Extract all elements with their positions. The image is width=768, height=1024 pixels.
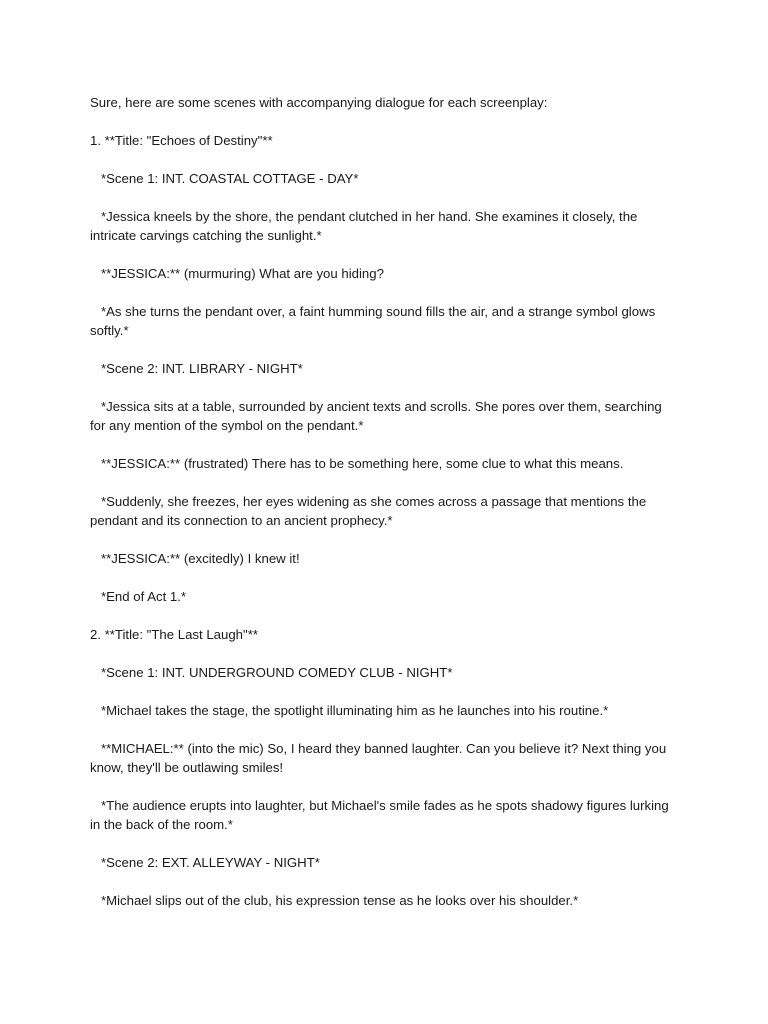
screenplay-1-title: 1. **Title: "Echoes of Destiny"**	[90, 133, 273, 148]
dialogue-line: **JESSICA:** (murmuring) What are you hiding?	[90, 266, 384, 281]
scene-heading: *Scene 1: INT. COASTAL COTTAGE - DAY*	[90, 171, 359, 186]
scene-heading: *Scene 1: INT. UNDERGROUND COMEDY CLUB - NIGHT*	[90, 665, 453, 680]
screenplay-2-title: 2. **Title: "The Last Laugh"**	[90, 627, 258, 642]
action-paragraph: *Michael slips out of the club, his expression tense as he looks over his shoulder.*	[90, 893, 579, 908]
act-end: *End of Act 1.*	[90, 589, 187, 604]
action-paragraph: *As she turns the pendant over, a faint humming sound fills the air, and a strange symbol glows softly.*	[90, 304, 659, 338]
scene-heading: *Scene 2: INT. LIBRARY - NIGHT*	[90, 361, 303, 376]
intro-paragraph: Sure, here are some scenes with accompanying dialogue for each screenplay:	[90, 95, 548, 110]
action-paragraph: *Jessica kneels by the shore, the pendant clutched in her hand. She examines it closely, the intricate carvings catching the sunlight.*	[90, 209, 642, 243]
action-paragraph: *Jessica sits at a table, surrounded by ancient texts and scrolls. She pores over them, searching for any mention of the symbol on the pendant.*	[90, 399, 666, 433]
dialogue-line: **JESSICA:** (frustrated) There has to be something here, some clue to what this means.	[90, 456, 624, 471]
action-paragraph: *Michael takes the stage, the spotlight illuminating him as he launches into his routine.*	[90, 703, 609, 718]
action-paragraph: *The audience erupts into laughter, but Michael's smile fades as he spots shadowy figures lurking in the back of the room.*	[90, 798, 673, 832]
document-page	[90, 93, 680, 929]
dialogue-line: **JESSICA:** (excitedly) I knew it!	[90, 551, 300, 566]
dialogue-line: **MICHAEL:** (into the mic) So, I heard they banned laughter. Can you believe it? Next thing you know, they'll be outlawing smiles!	[90, 741, 670, 775]
action-paragraph: *Suddenly, she freezes, her eyes widening as she comes across a passage that mentions the pendant and its connection to an ancient prophecy.*	[90, 494, 650, 528]
scene-heading: *Scene 2: EXT. ALLEYWAY - NIGHT*	[90, 855, 320, 870]
